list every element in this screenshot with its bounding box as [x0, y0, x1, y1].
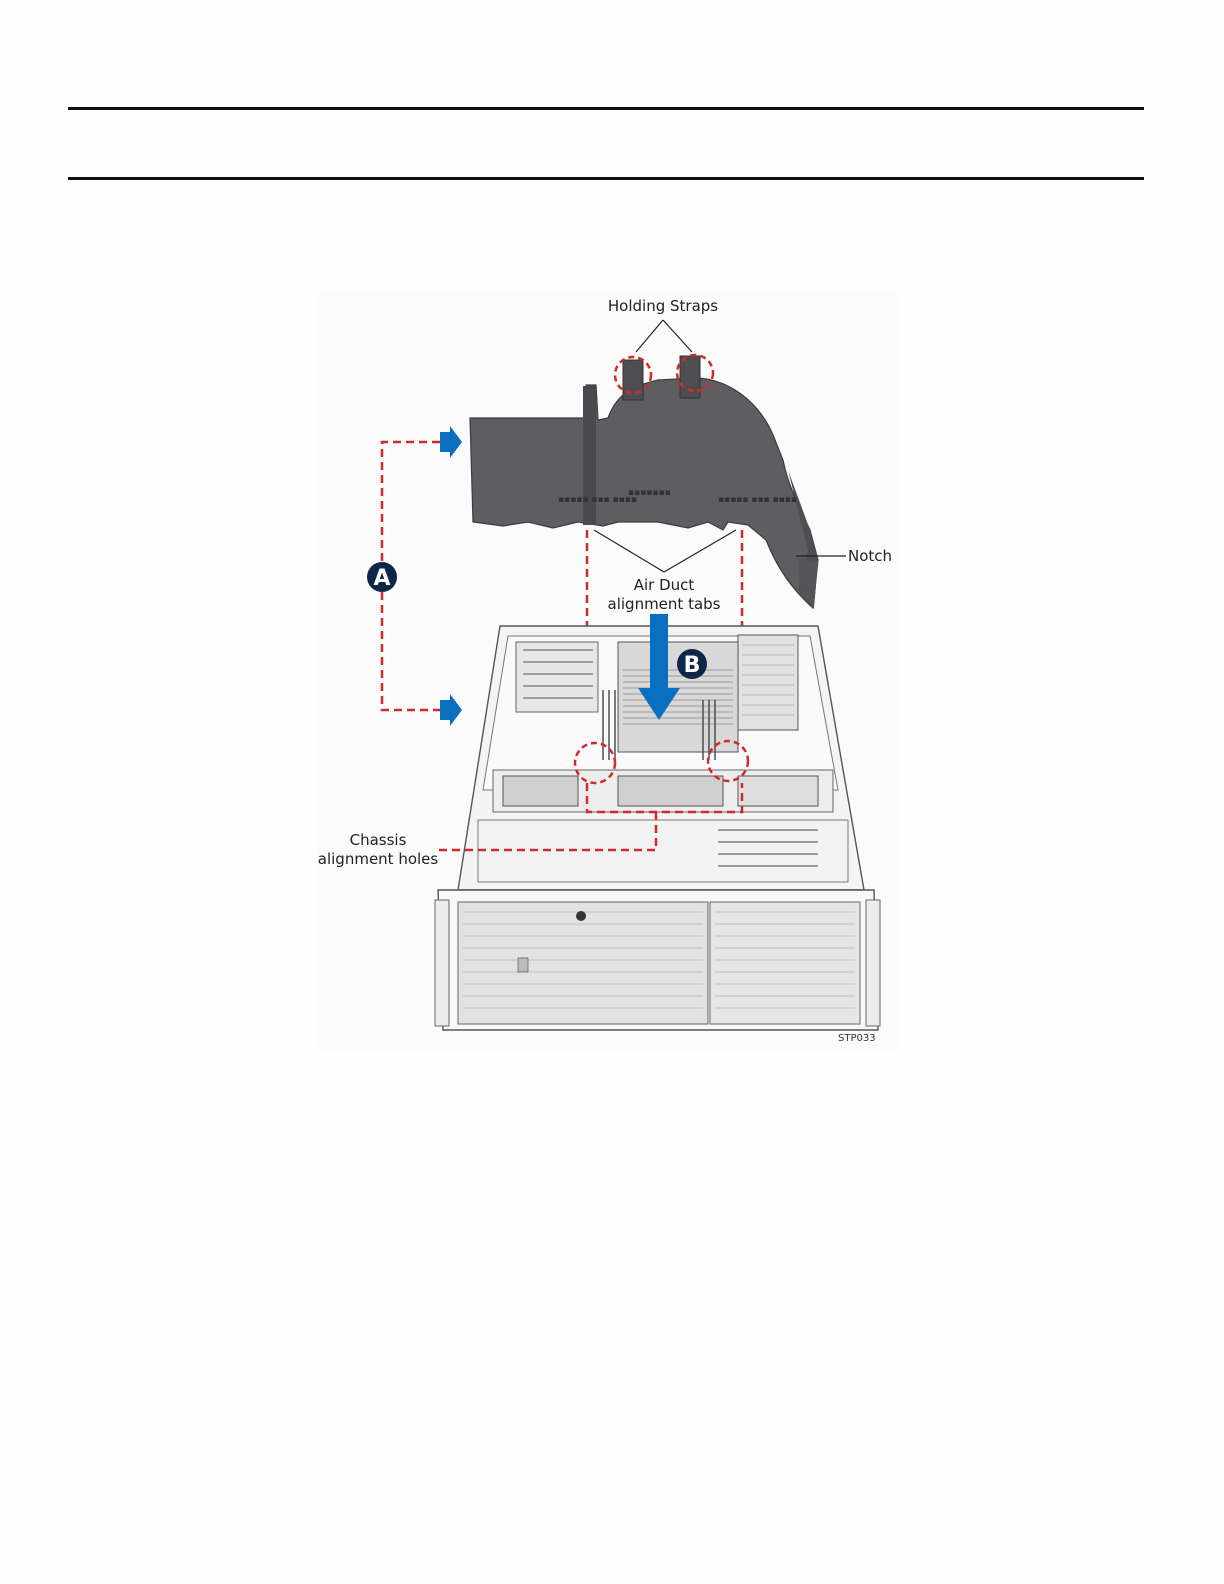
holding-straps-label: Holding Straps [607, 297, 719, 315]
step-b-badge-text: B [683, 653, 701, 678]
duct-print-right: ▪▪▪▪▪ ▪▪▪ ▪▪▪▪ [718, 495, 797, 505]
duct-print-center: ▪▪▪▪▪▪▪ [628, 488, 671, 498]
duct-print-left: ▪▪▪▪▪ ▪▪▪ ▪▪▪▪ [558, 495, 637, 505]
alignment-holes-label: alignment holes [318, 850, 439, 868]
header-rule-top [68, 107, 1144, 110]
alignment-tabs-label: alignment tabs [607, 595, 721, 613]
figure-illustration [318, 290, 898, 1050]
chassis-label: Chassis [349, 831, 407, 849]
notch-label: Notch [848, 547, 893, 565]
step-a-badge-text: A [373, 566, 391, 591]
figure-id: STP033 [838, 1033, 876, 1044]
air-duct-installation-figure [318, 290, 898, 1050]
air-duct-label: Air Duct [633, 576, 695, 594]
header-rule-bottom [68, 177, 1144, 180]
